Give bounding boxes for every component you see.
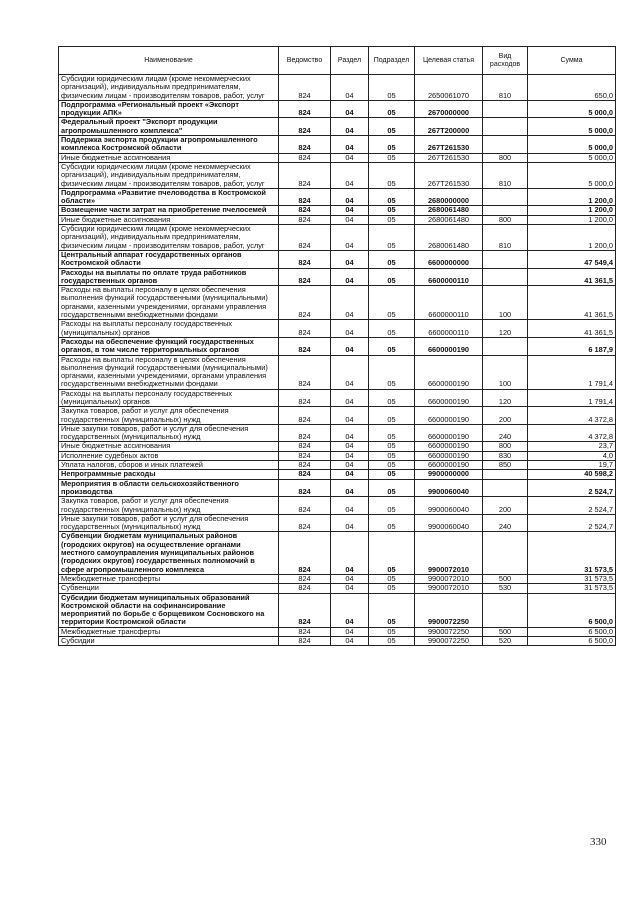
cell-section: 04	[331, 320, 369, 338]
header-department: Ведомство	[279, 47, 331, 75]
cell-name: Уплата налогов, сборов и иных платежей	[59, 461, 279, 470]
cell-expense-type	[483, 100, 528, 118]
cell-department: 824	[279, 118, 331, 136]
header-target-article: Целевая статья	[415, 47, 483, 75]
cell-target-article: 6600000110	[415, 268, 483, 286]
cell-target-article: 267T261530	[415, 162, 483, 188]
cell-section: 04	[331, 514, 369, 532]
cell-target-article: 6600000190	[415, 424, 483, 442]
cell-subsection: 05	[369, 136, 415, 154]
cell-name: Закупка товаров, работ и услуг для обеспечения государственных (муниципальных) нужд	[59, 497, 279, 515]
cell-amount: 1 791,4	[528, 355, 616, 389]
cell-expense-type: 800	[483, 153, 528, 162]
cell-target-article: 9900060040	[415, 479, 483, 497]
cell-department: 824	[279, 225, 331, 251]
table-row	[59, 574, 616, 583]
cell-target-article: 6600000110	[415, 286, 483, 320]
cell-target-article: 6600000190	[415, 451, 483, 460]
cell-subsection: 05	[369, 451, 415, 460]
cell-amount: 2 524,7	[528, 514, 616, 532]
table-row	[59, 75, 616, 101]
cell-target-article: 267T261530	[415, 136, 483, 154]
cell-department: 824	[279, 584, 331, 593]
cell-expense-type: 240	[483, 514, 528, 532]
table-row	[59, 206, 616, 215]
cell-section: 04	[331, 250, 369, 268]
cell-department: 824	[279, 479, 331, 497]
cell-department: 824	[279, 320, 331, 338]
cell-subsection: 05	[369, 389, 415, 407]
cell-section: 04	[331, 461, 369, 470]
cell-section: 04	[331, 479, 369, 497]
header-expense-type: Вид расходов	[483, 47, 528, 75]
cell-name: Закупка товаров, работ и услуг для обеспечения государственных (муниципальных) нужд	[59, 407, 279, 425]
cell-amount: 31 573,5	[528, 532, 616, 574]
table-row	[59, 532, 616, 574]
cell-section: 04	[331, 268, 369, 286]
cell-target-article: 9900072010	[415, 574, 483, 583]
cell-department: 824	[279, 497, 331, 515]
cell-expense-type	[483, 136, 528, 154]
table-row	[59, 355, 616, 389]
cell-target-article: 2650061070	[415, 75, 483, 101]
cell-subsection: 05	[369, 286, 415, 320]
cell-expense-type: 100	[483, 286, 528, 320]
table-row	[59, 136, 616, 154]
cell-department: 824	[279, 424, 331, 442]
cell-department: 824	[279, 286, 331, 320]
cell-amount: 1 200,0	[528, 188, 616, 206]
cell-section: 04	[331, 75, 369, 101]
cell-name: Поддержка экспорта продукции агропромышленного комплекса Костромской области	[59, 136, 279, 154]
cell-target-article: 9900072250	[415, 593, 483, 627]
cell-amount: 5 000,0	[528, 118, 616, 136]
cell-subsection: 05	[369, 215, 415, 224]
cell-subsection: 05	[369, 75, 415, 101]
cell-target-article: 2680061480	[415, 215, 483, 224]
cell-name: Субсидии юридическим лицам (кроме некоммерческих организаций), индивидуальным предпринимателям, физическим лицам - производителям товаров, работ, услуг	[59, 162, 279, 188]
cell-name: Расходы на выплаты персоналу государственных (муниципальных) органов	[59, 389, 279, 407]
cell-subsection: 05	[369, 497, 415, 515]
cell-expense-type: 810	[483, 162, 528, 188]
cell-subsection: 05	[369, 250, 415, 268]
cell-department: 824	[279, 637, 331, 646]
cell-name: Подпрограмма «Развитие пчеловодства в Костромской области»	[59, 188, 279, 206]
cell-section: 04	[331, 470, 369, 479]
cell-amount: 1 200,0	[528, 225, 616, 251]
cell-name: Иные закупки товаров, работ и услуг для обеспечения государственных (муниципальных) нужд	[59, 514, 279, 532]
table-row	[59, 470, 616, 479]
cell-amount: 31 573,5	[528, 584, 616, 593]
cell-section: 04	[331, 627, 369, 636]
cell-subsection: 05	[369, 442, 415, 451]
cell-section: 04	[331, 637, 369, 646]
table-row	[59, 188, 616, 206]
cell-amount: 650,0	[528, 75, 616, 101]
cell-department: 824	[279, 188, 331, 206]
cell-expense-type: 100	[483, 355, 528, 389]
cell-target-article: 9900000000	[415, 470, 483, 479]
cell-subsection: 05	[369, 206, 415, 215]
cell-section: 04	[331, 100, 369, 118]
cell-subsection: 05	[369, 355, 415, 389]
cell-expense-type: 120	[483, 320, 528, 338]
cell-subsection: 05	[369, 100, 415, 118]
cell-amount: 1 200,0	[528, 206, 616, 215]
cell-section: 04	[331, 407, 369, 425]
header-row	[59, 47, 616, 75]
cell-target-article: 9900060040	[415, 514, 483, 532]
cell-department: 824	[279, 100, 331, 118]
cell-section: 04	[331, 593, 369, 627]
table-row	[59, 584, 616, 593]
cell-department: 824	[279, 206, 331, 215]
cell-department: 824	[279, 162, 331, 188]
cell-name: Мероприятия в области сельскохозяйственного производства	[59, 479, 279, 497]
cell-subsection: 05	[369, 627, 415, 636]
cell-department: 824	[279, 215, 331, 224]
budget-table	[58, 46, 616, 646]
cell-section: 04	[331, 424, 369, 442]
cell-target-article: 267T261530	[415, 153, 483, 162]
cell-expense-type	[483, 470, 528, 479]
cell-target-article: 2680061480	[415, 225, 483, 251]
cell-amount: 6 500,0	[528, 593, 616, 627]
cell-target-article: 6600000110	[415, 320, 483, 338]
cell-expense-type: 500	[483, 574, 528, 583]
cell-section: 04	[331, 355, 369, 389]
cell-subsection: 05	[369, 162, 415, 188]
cell-section: 04	[331, 574, 369, 583]
cell-name: Субвенции	[59, 584, 279, 593]
cell-section: 04	[331, 584, 369, 593]
cell-expense-type: 810	[483, 225, 528, 251]
cell-department: 824	[279, 593, 331, 627]
cell-target-article: 6600000000	[415, 250, 483, 268]
cell-section: 04	[331, 225, 369, 251]
cell-expense-type: 500	[483, 627, 528, 636]
cell-subsection: 05	[369, 584, 415, 593]
cell-target-article: 9900072250	[415, 627, 483, 636]
cell-target-article: 9900072010	[415, 584, 483, 593]
cell-target-article: 267T200000	[415, 118, 483, 136]
cell-amount: 40 598,2	[528, 470, 616, 479]
header-subsection: Подраздел	[369, 47, 415, 75]
table-row	[59, 637, 616, 646]
cell-section: 04	[331, 118, 369, 136]
cell-target-article: 6600000190	[415, 407, 483, 425]
cell-section: 04	[331, 188, 369, 206]
cell-expense-type: 200	[483, 407, 528, 425]
cell-name: Иные бюджетные ассигнования	[59, 215, 279, 224]
cell-expense-type: 800	[483, 215, 528, 224]
table-row	[59, 442, 616, 451]
cell-department: 824	[279, 574, 331, 583]
cell-name: Субвенции бюджетам муниципальных районов (городских округов) на осуществление органами местного самоуправления муниципальных районов (городских округов) государственных полномочий в сфере агропромышленного комплекса	[59, 532, 279, 574]
cell-target-article: 2670000000	[415, 100, 483, 118]
cell-expense-type: 530	[483, 584, 528, 593]
cell-amount: 6 500,0	[528, 627, 616, 636]
table-row	[59, 100, 616, 118]
cell-name: Исполнение судебных актов	[59, 451, 279, 460]
cell-department: 824	[279, 532, 331, 574]
cell-amount: 41 361,5	[528, 268, 616, 286]
cell-section: 04	[331, 337, 369, 355]
cell-amount: 5 000,0	[528, 136, 616, 154]
table-row	[59, 215, 616, 224]
table-row	[59, 497, 616, 515]
cell-amount: 2 524,7	[528, 497, 616, 515]
cell-amount: 19,7	[528, 461, 616, 470]
cell-subsection: 05	[369, 118, 415, 136]
cell-name: Расходы на выплаты персоналу в целях обеспечения выполнения функций государственными (муниципальными) органами, казенными учреждениями, органами управления государственными внебюджетными фондами	[59, 286, 279, 320]
cell-department: 824	[279, 627, 331, 636]
table-row	[59, 118, 616, 136]
cell-expense-type	[483, 188, 528, 206]
document-page	[58, 46, 615, 646]
cell-name: Расходы на выплаты персоналу государственных (муниципальных) органов	[59, 320, 279, 338]
table-row	[59, 250, 616, 268]
cell-amount: 1 791,4	[528, 389, 616, 407]
cell-target-article: 2680000000	[415, 188, 483, 206]
table-row	[59, 479, 616, 497]
cell-section: 04	[331, 389, 369, 407]
table-row	[59, 268, 616, 286]
table-row	[59, 407, 616, 425]
cell-department: 824	[279, 337, 331, 355]
cell-expense-type	[483, 479, 528, 497]
cell-amount: 31 573,5	[528, 574, 616, 583]
header-amount: Сумма	[528, 47, 616, 75]
cell-target-article: 6600000190	[415, 337, 483, 355]
cell-amount: 6 187,9	[528, 337, 616, 355]
table-row	[59, 461, 616, 470]
cell-subsection: 05	[369, 461, 415, 470]
cell-expense-type: 830	[483, 451, 528, 460]
cell-name: Центральный аппарат государственных органов Костромской области	[59, 250, 279, 268]
cell-target-article: 9900072250	[415, 637, 483, 646]
table-row	[59, 424, 616, 442]
cell-name: Непрограммные расходы	[59, 470, 279, 479]
cell-expense-type: 200	[483, 497, 528, 515]
cell-subsection: 05	[369, 188, 415, 206]
cell-name: Иные бюджетные ассигнования	[59, 153, 279, 162]
table-header	[59, 47, 616, 75]
cell-section: 04	[331, 215, 369, 224]
cell-name: Возмещение части затрат на приобретение пчелосемей	[59, 206, 279, 215]
table-row	[59, 389, 616, 407]
cell-subsection: 05	[369, 424, 415, 442]
cell-amount: 6 500,0	[528, 637, 616, 646]
cell-name: Субсидии бюджетам муниципальных образований Костромской области на софинансирование мероприятий по борьбе с борщевиком Сосновского на территории Костромской области	[59, 593, 279, 627]
cell-name: Субсидии	[59, 637, 279, 646]
cell-name: Субсидии юридическим лицам (кроме некоммерческих организаций), индивидуальным предпринимателям, физическим лицам - производителям товаров, работ, услуг	[59, 75, 279, 101]
cell-department: 824	[279, 514, 331, 532]
cell-amount: 2 524,7	[528, 479, 616, 497]
cell-amount: 23,7	[528, 442, 616, 451]
header-section: Раздел	[331, 47, 369, 75]
cell-section: 04	[331, 442, 369, 451]
cell-amount: 41 361,5	[528, 320, 616, 338]
cell-name: Подпрограмма «Региональный проект «Экспорт продукции АПК»	[59, 100, 279, 118]
cell-section: 04	[331, 153, 369, 162]
cell-target-article: 6600000190	[415, 389, 483, 407]
cell-amount: 5 000,0	[528, 100, 616, 118]
cell-amount: 4,0	[528, 451, 616, 460]
cell-section: 04	[331, 136, 369, 154]
cell-department: 824	[279, 355, 331, 389]
cell-expense-type: 800	[483, 442, 528, 451]
cell-subsection: 05	[369, 574, 415, 583]
cell-section: 04	[331, 206, 369, 215]
cell-department: 824	[279, 389, 331, 407]
table-row	[59, 153, 616, 162]
cell-department: 824	[279, 451, 331, 460]
cell-expense-type	[483, 268, 528, 286]
cell-target-article: 9900072010	[415, 532, 483, 574]
cell-subsection: 05	[369, 268, 415, 286]
cell-amount: 5 000,0	[528, 153, 616, 162]
cell-department: 824	[279, 75, 331, 101]
cell-department: 824	[279, 407, 331, 425]
cell-expense-type: 240	[483, 424, 528, 442]
cell-subsection: 05	[369, 637, 415, 646]
cell-target-article: 6600000190	[415, 355, 483, 389]
cell-subsection: 05	[369, 479, 415, 497]
cell-section: 04	[331, 532, 369, 574]
cell-expense-type: 810	[483, 75, 528, 101]
cell-expense-type	[483, 118, 528, 136]
cell-name: Расходы на обеспечение функций государственных органов, в том числе территориальных органов	[59, 337, 279, 355]
cell-name: Иные закупки товаров, работ и услуг для обеспечения государственных (муниципальных) нужд	[59, 424, 279, 442]
cell-name: Субсидии юридическим лицам (кроме некоммерческих организаций), индивидуальным предпринимателям, физическим лицам - производителям товаров, работ, услуг	[59, 225, 279, 251]
cell-amount: 1 200,0	[528, 215, 616, 224]
cell-amount: 41 361,5	[528, 286, 616, 320]
table-row	[59, 162, 616, 188]
cell-expense-type	[483, 206, 528, 215]
header-name: Наименование	[59, 47, 279, 75]
cell-name: Межбюджетные трансферты	[59, 627, 279, 636]
cell-expense-type	[483, 532, 528, 574]
page-number: 330	[590, 836, 607, 848]
cell-subsection: 05	[369, 407, 415, 425]
cell-target-article: 2680061480	[415, 206, 483, 215]
cell-subsection: 05	[369, 470, 415, 479]
cell-section: 04	[331, 451, 369, 460]
cell-section: 04	[331, 162, 369, 188]
cell-name: Расходы на выплаты по оплате труда работников государственных органов	[59, 268, 279, 286]
cell-name: Иные бюджетные ассигнования	[59, 442, 279, 451]
cell-section: 04	[331, 286, 369, 320]
cell-subsection: 05	[369, 514, 415, 532]
cell-expense-type: 850	[483, 461, 528, 470]
table-row	[59, 627, 616, 636]
cell-amount: 4 372,8	[528, 407, 616, 425]
cell-subsection: 05	[369, 320, 415, 338]
table-body	[59, 75, 616, 646]
cell-expense-type	[483, 337, 528, 355]
cell-name: Расходы на выплаты персоналу в целях обеспечения выполнения функций государственными (муниципальными) органами, казенными учреждениями, органами управления государственными внебюджетными фондами	[59, 355, 279, 389]
table-row	[59, 337, 616, 355]
cell-department: 824	[279, 470, 331, 479]
cell-subsection: 05	[369, 532, 415, 574]
cell-name: Федеральный проект "Экспорт продукции агропромышленного комплекса"	[59, 118, 279, 136]
cell-amount: 47 549,4	[528, 250, 616, 268]
cell-subsection: 05	[369, 337, 415, 355]
cell-department: 824	[279, 442, 331, 451]
table-row	[59, 225, 616, 251]
cell-section: 04	[331, 497, 369, 515]
cell-department: 824	[279, 461, 331, 470]
cell-expense-type: 520	[483, 637, 528, 646]
cell-expense-type	[483, 593, 528, 627]
cell-subsection: 05	[369, 225, 415, 251]
table-row	[59, 514, 616, 532]
cell-expense-type: 120	[483, 389, 528, 407]
cell-department: 824	[279, 136, 331, 154]
cell-subsection: 05	[369, 593, 415, 627]
cell-amount: 5 000,0	[528, 162, 616, 188]
table-row	[59, 593, 616, 627]
cell-target-article: 6600000190	[415, 461, 483, 470]
cell-amount: 4 372,8	[528, 424, 616, 442]
cell-target-article: 9900060040	[415, 497, 483, 515]
cell-name: Межбюджетные трансферты	[59, 574, 279, 583]
cell-subsection: 05	[369, 153, 415, 162]
cell-department: 824	[279, 153, 331, 162]
table-row	[59, 286, 616, 320]
table-row	[59, 320, 616, 338]
cell-expense-type	[483, 250, 528, 268]
cell-department: 824	[279, 268, 331, 286]
table-row	[59, 451, 616, 460]
cell-target-article: 6600000190	[415, 442, 483, 451]
cell-department: 824	[279, 250, 331, 268]
